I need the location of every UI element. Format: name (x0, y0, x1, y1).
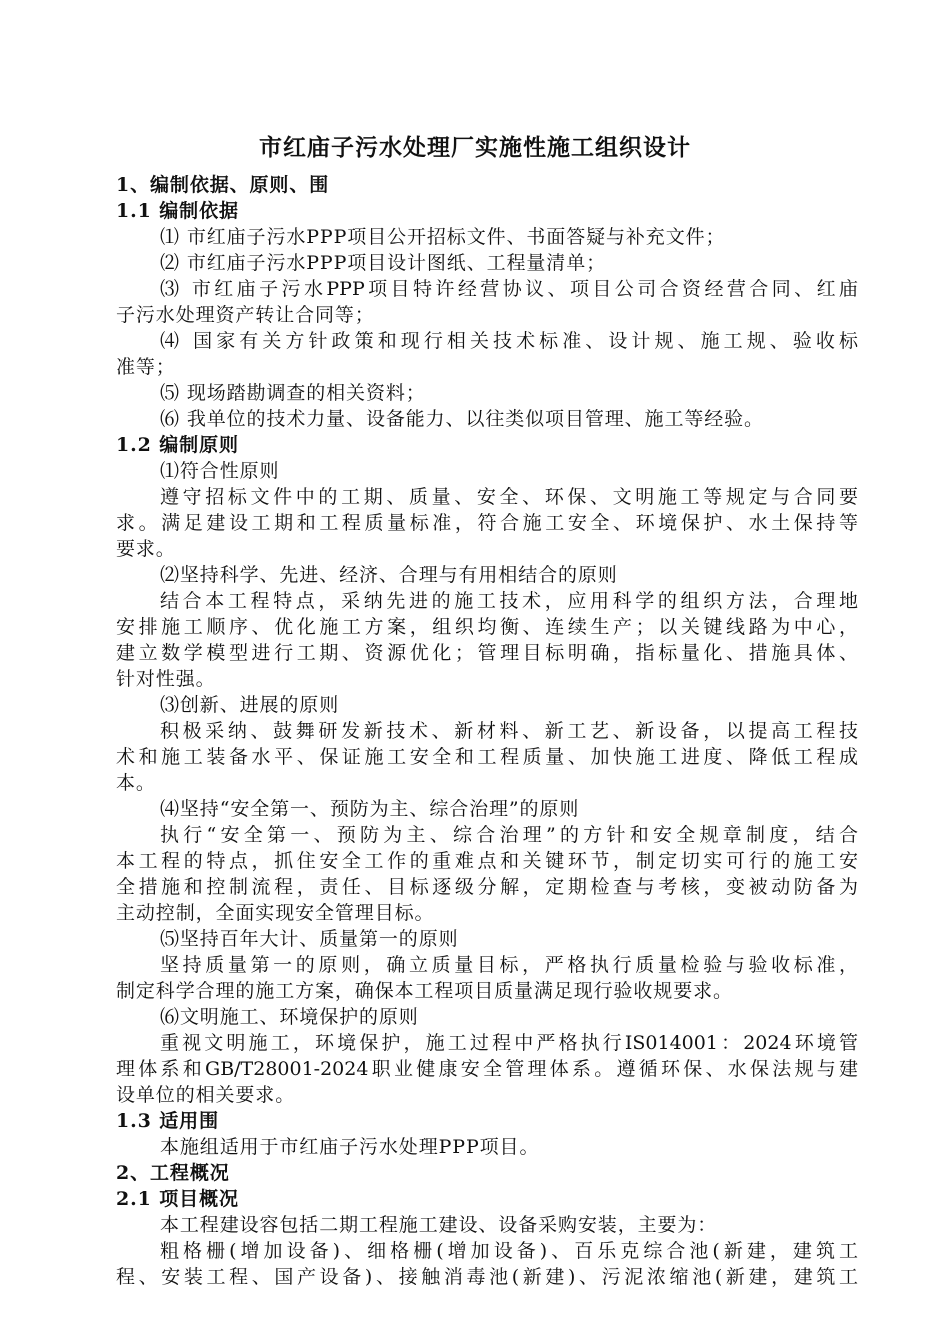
text-line: 针对性强。 (116, 668, 216, 690)
text-line: 设单位的相关要求。 (116, 1084, 296, 1106)
text-line: ⑴符合性原则 (160, 460, 280, 482)
text-line: 术和施工装备水平、保证施工安全和工程质量、加快施工进度、降低工程成 (116, 746, 858, 768)
text-line: 安排施工顺序、优化施工方案，组织均衡、连续生产；以关键线路为中心， (116, 616, 858, 638)
section-heading: 1.2 编制原则 (116, 434, 239, 456)
text-line: 要求。 (116, 538, 176, 560)
text-line: 本施组适用于市红庙子污水处理PPP项目。 (160, 1136, 540, 1158)
text-line: 本工程建设容包括二期工程施工建设、设备采购安装，主要为： (160, 1214, 718, 1236)
text-line: 程、安装工程、国产设备)、接触消毒池(新建)、污泥浓缩池(新建，建筑工 (116, 1266, 858, 1288)
text-line: 重视文明施工，环境保护，施工过程中严格执行IS014001：2024环境管 (160, 1032, 858, 1054)
text-line: ⑹文明施工、环境保护的原则 (160, 1006, 419, 1028)
text-line: 主动控制，全面实现安全管理目标。 (116, 902, 435, 924)
text-line: ⑸ 现场踏勘调查的相关资料； (160, 382, 426, 404)
document-body (116, 172, 858, 1290)
text-line: ⑸坚持百年大计、质量第一的原则 (160, 928, 459, 950)
text-line: 制定科学合理的施工方案，确保本工程项目质量满足现行验收规要求。 (116, 980, 733, 1002)
document-title: 市红庙子污水处理厂实施性施工组织设计 (259, 134, 691, 161)
text-line: 粗格栅(增加设备)、细格栅(增加设备)、百乐克综合池(新建，建筑工 (160, 1240, 858, 1262)
text-line: 结合本工程特点，采纳先进的施工技术，应用科学的组织方法，合理地 (160, 590, 858, 612)
text-line: 全措施和控制流程，责任、目标逐级分解，定期检查与考核，变被动防备为 (116, 876, 858, 898)
section-heading: 1.3 适用围 (116, 1110, 219, 1132)
text-line: 坚持质量第一的原则，确立质量目标，严格执行质量检验与验收标准， (160, 954, 858, 976)
text-line: ⑵坚持科学、先进、经济、合理与有用相结合的原则 (160, 564, 618, 586)
text-line: ⑹ 我单位的技术力量、设备能力、以往类似项目管理、施工等经验。 (160, 408, 764, 430)
text-line: ⑶创新、进展的原则 (160, 694, 340, 716)
section-heading: 1、编制依据、原则、围 (116, 174, 330, 196)
text-line: 本。 (116, 772, 156, 794)
section-heading: 1.1 编制依据 (116, 200, 239, 222)
section-heading: 2.1 项目概况 (116, 1188, 239, 1210)
text-line: 遵守招标文件中的工期、质量、安全、环保、文明施工等规定与合同要 (160, 486, 858, 508)
text-line: 理体系和GB/T28001-2024职业健康安全管理体系。遵循环保、水保法规与建 (116, 1058, 858, 1080)
text-line: 本工程的特点，抓住安全工作的重难点和关键环节，制定切实可行的施工安 (116, 850, 858, 872)
text-line: ⑵ 市红庙子污水PPP项目设计图纸、工程量清单； (160, 252, 606, 274)
text-line: ⑷ 国家有关方针政策和现行相关技术标准、设计规、施工规、验收标 (160, 330, 858, 352)
text-line: 求。满足建设工期和工程质量标准，符合施工安全、环境保护、水土保持等 (116, 512, 858, 534)
text-line: 准等； (116, 356, 176, 378)
text-line: 执行“安全第一、预防为主、综合治理”的方针和安全规章制度，结合 (160, 824, 858, 846)
text-line: ⑷坚持“安全第一、预防为主、综合治理”的原则 (160, 798, 580, 820)
text-line: 子污水处理资产转让合同等； (116, 304, 375, 326)
text-line: ⑴ 市红庙子污水PPP项目公开招标文件、书面答疑与补充文件； (160, 226, 726, 248)
section-heading: 2、工程概况 (116, 1162, 230, 1184)
text-line: ⑶ 市红庙子污水PPP项目特许经营协议、项目公司合资经营合同、红庙 (160, 278, 858, 300)
text-line: 建立数学模型进行工期、资源优化；管理目标明确，指标量化、措施具体、 (116, 642, 858, 664)
text-line: 积极采纳、鼓舞研发新技术、新材料、新工艺、新设备，以提高工程技 (160, 720, 858, 742)
